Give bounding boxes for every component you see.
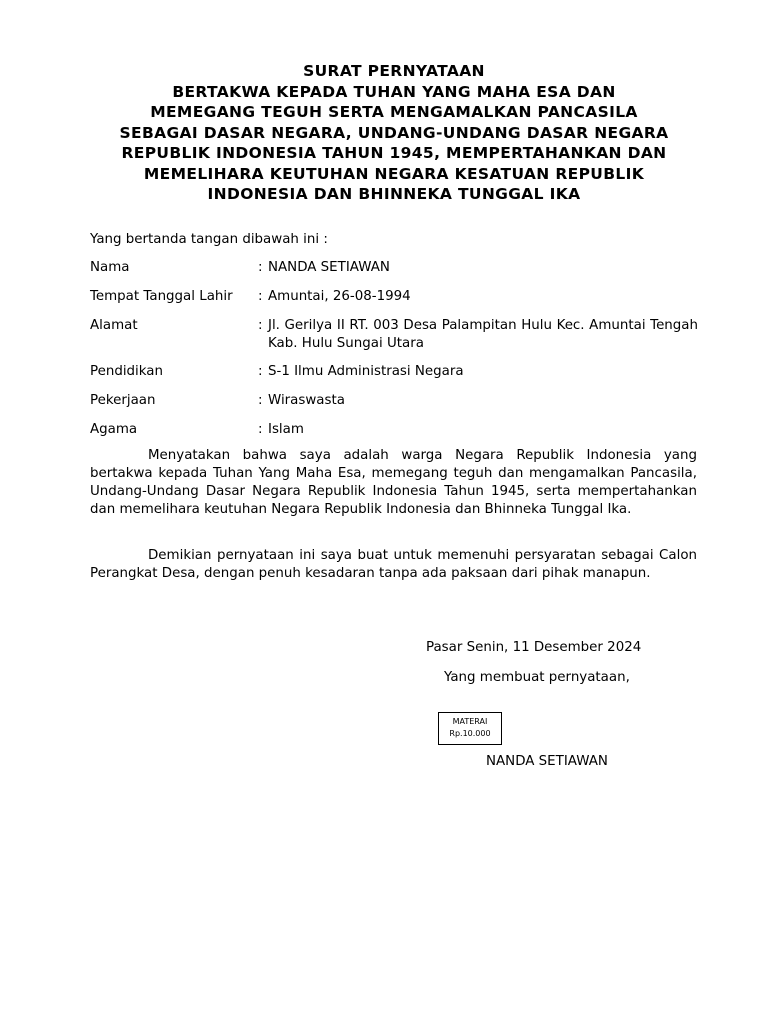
field-value: NANDA SETIAWAN — [268, 260, 390, 275]
statement-paragraph: Menyatakan bahwa saya adalah warga Negara Republik Indonesia yang bertakwa kepada Tuhan Yang Maha Esa, memegang teguh dan mengamalkan Pancasila, Undang-Undang Dasar Negara Republik Indonesia Tahun 1945, serta mempertahankan dan memelihara keutuhan Negara Republik Indonesia dan Bhinneka Tunggal Ika. — [90, 448, 697, 517]
field-value: S-1 Ilmu Administrasi Negara — [268, 364, 464, 379]
document-title — [60, 61, 728, 205]
field-value: Jl. Gerilya II RT. 003 Desa Palampitan Hulu Kec. Amuntai Tengah Kab. Hulu Sungai Utara — [268, 318, 698, 351]
field-colon: : — [258, 393, 263, 408]
field-label: Nama — [90, 260, 130, 275]
field-value: Islam — [268, 422, 304, 437]
title-line: MEMELIHARA KEUTUHAN NEGARA KESATUAN REPUBLIK — [143, 164, 645, 183]
field-colon: : — [258, 318, 263, 333]
title-line: SEBAGAI DASAR NEGARA, UNDANG-UNDANG DASAR NEGARA — [119, 123, 669, 142]
closing-paragraph: Demikian pernyataan ini saya buat untuk memenuhi persyaratan sebagai Calon Perangkat Desa, dengan penuh kesadaran tanpa ada paksaan dari pihak manapun. — [90, 548, 697, 581]
field-colon: : — [258, 260, 263, 275]
field-colon: : — [258, 364, 263, 379]
stamp-value: Rp.10.000 — [449, 729, 491, 738]
field-label: Pekerjaan — [90, 393, 156, 408]
field-label: Alamat — [90, 318, 138, 333]
signer-name: NANDA SETIAWAN — [486, 754, 608, 769]
signer-label: Yang membuat pernyataan, — [444, 670, 630, 685]
title-line: BERTAKWA KEPADA TUHAN YANG MAHA ESA DAN — [172, 82, 616, 101]
field-label: Agama — [90, 422, 138, 437]
field-colon: : — [258, 289, 263, 304]
title-line: INDONESIA DAN BHINNEKA TUNGGAL IKA — [207, 185, 581, 203]
place-date: Pasar Senin, 11 Desember 2024 — [426, 640, 642, 655]
field-label: Pendidikan — [90, 364, 163, 379]
field-value: Amuntai, 26-08-1994 — [268, 289, 411, 304]
title-line: REPUBLIK INDONESIA TAHUN 1945, MEMPERTAHANKAN DAN — [121, 144, 667, 162]
intro-text: Yang bertanda tangan dibawah ini : — [90, 232, 328, 247]
field-value: Wiraswasta — [268, 393, 345, 408]
title-line: MEMEGANG TEGUH SERTA MENGAMALKAN PANCASILA — [150, 103, 638, 121]
field-label: Tempat Tanggal Lahir — [90, 289, 233, 304]
field-colon: : — [258, 422, 263, 437]
title-line: SURAT PERNYATAAN — [303, 62, 485, 80]
materai-stamp — [438, 712, 502, 745]
stamp-title: MATERAI — [452, 717, 488, 726]
